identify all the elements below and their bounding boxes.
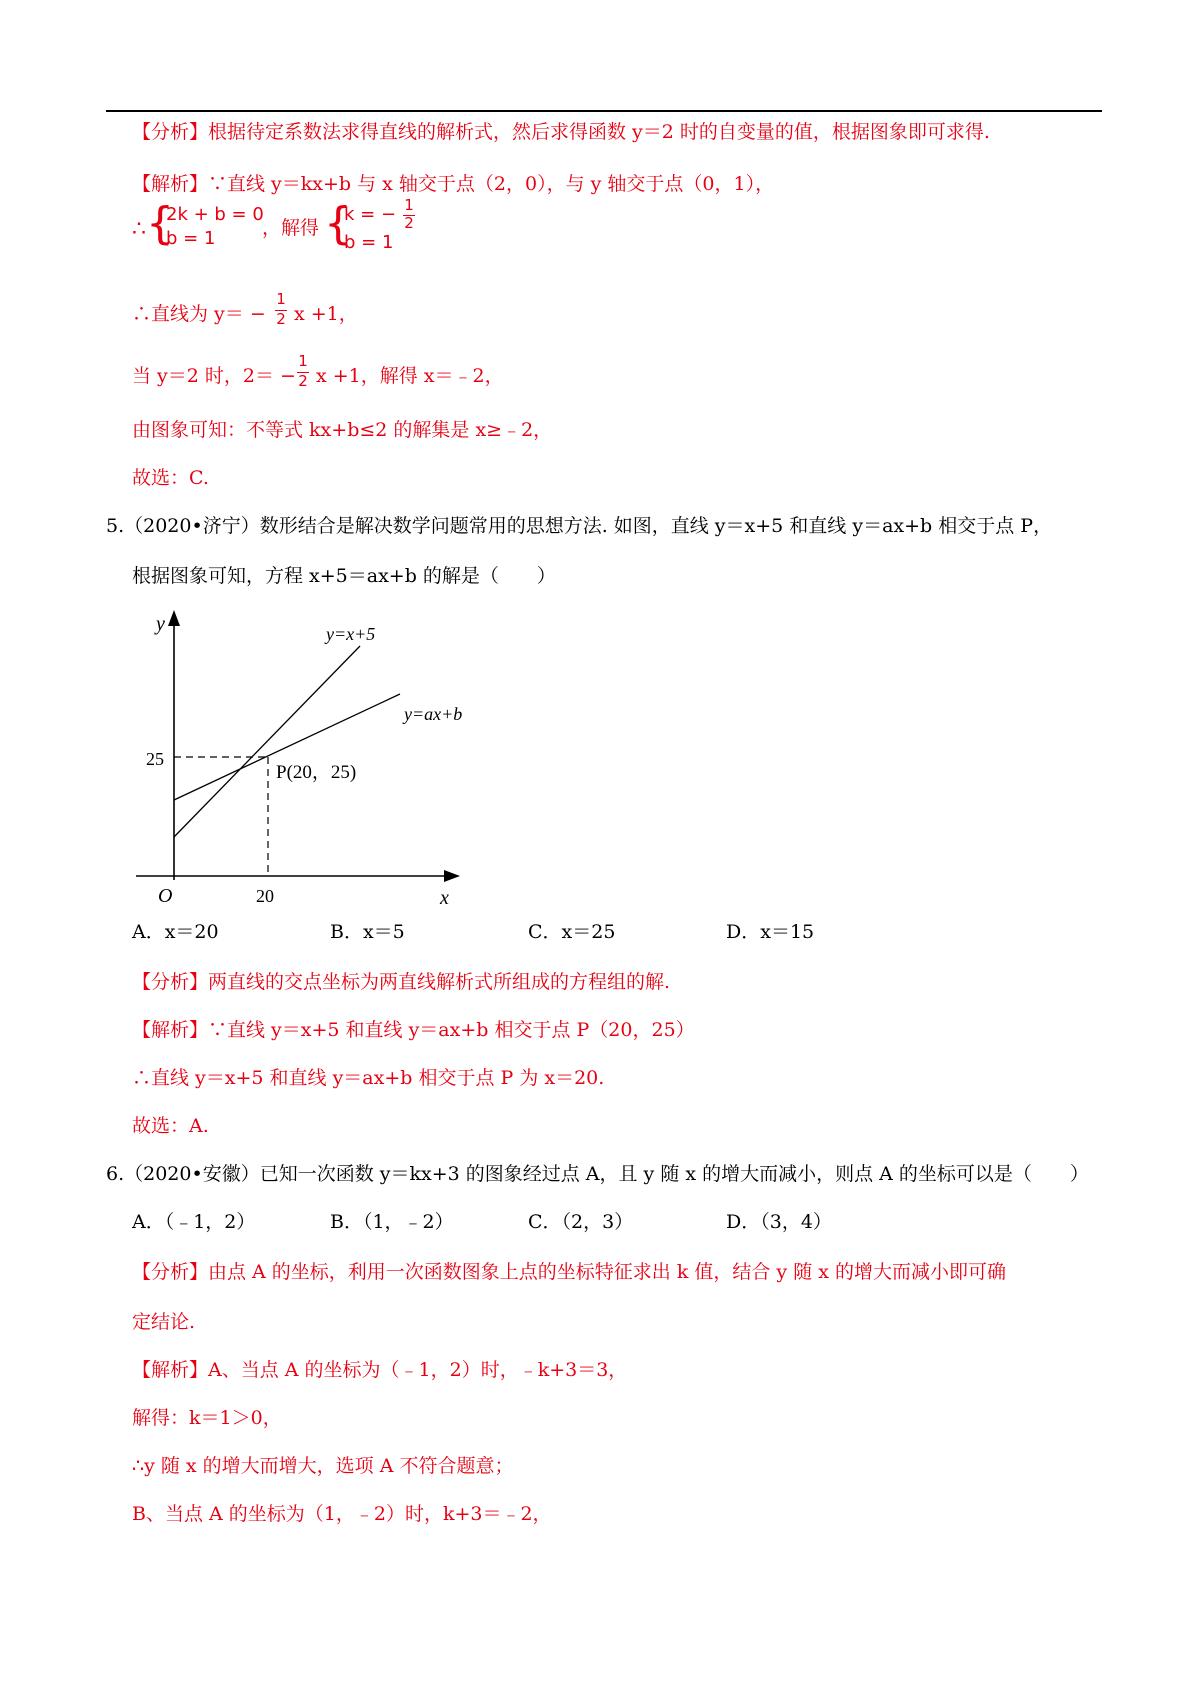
- q6-option-d: D．（3，4）: [726, 1211, 832, 1233]
- y-tick-25: 25: [146, 749, 164, 769]
- q4-solution-row2: b = 1: [344, 232, 394, 253]
- q6-stem: 6.（2020•安徽）已知一次函数 y＝kx+3 的图象经过点 A，且 y 随 x 的增大而减小，则点 A 的坐标可以是（ ）: [106, 1163, 1089, 1185]
- q4-when-frac-den: 2: [298, 372, 308, 390]
- q4-line-frac-num: 1: [276, 290, 286, 308]
- x-axis-label: x: [440, 887, 449, 909]
- q4-analysis: 【分析】根据待定系数法求得直线的解析式，然后求得函数 y＝2 时的自变量的值，根据图象即可求得.: [132, 121, 990, 143]
- q4-solution-row1: k = −: [344, 204, 397, 225]
- q5-option-b: B．x＝5: [330, 921, 405, 943]
- q4-solution-brace: {: [324, 198, 352, 249]
- q4-solution-head: 【解析】∵直线 y＝kx+b 与 x 轴交于点（2，0），与 y 轴交于点（0，1），: [132, 173, 775, 195]
- q5-figure: [130, 610, 470, 910]
- q5-option-c: C．x＝25: [528, 921, 616, 943]
- q4-frac-num: 1: [404, 196, 414, 214]
- q5-stem-line2: 根据图象可知，方程 x+5＝ax+b 的解是（ ）: [132, 565, 556, 587]
- q5-option-d: D．x＝15: [726, 921, 815, 943]
- q4-line-frac-den: 2: [276, 310, 286, 328]
- q5-solution-1: 【解析】∵直线 y＝x+5 和直线 y＝ax+b 相交于点 P（20，25）: [132, 1019, 695, 1041]
- y-axis-label: y: [156, 613, 165, 635]
- y-axis-arrow: [168, 610, 180, 626]
- origin-label: O: [158, 885, 173, 907]
- x-axis-arrow: [444, 870, 460, 882]
- q6-solution-4: B、当点 A 的坐标为（1，﹣2）时，k+3＝﹣2，: [132, 1503, 552, 1525]
- q6-solution-2: 解得：k＝1＞0，: [132, 1407, 282, 1429]
- q6-analysis-2: 定结论.: [132, 1311, 196, 1333]
- header-rule: [106, 110, 1102, 112]
- q4-system-brace: {: [146, 198, 174, 249]
- q5-option-a: A．x＝20: [132, 921, 219, 943]
- q6-option-b: B．（1，﹣2）: [330, 1211, 454, 1233]
- q4-therefore: ∴: [132, 217, 146, 242]
- q5-analysis: 【分析】两直线的交点坐标为两直线解析式所组成的方程组的解.: [132, 971, 671, 993]
- q4-when-a: 当 y＝2 时，2＝ −: [132, 365, 296, 387]
- q6-analysis-1: 【分析】由点 A 的坐标，利用一次函数图象上点的坐标特征求出 k 值，结合 y 随 x 的增大而减小即可确: [132, 1261, 1007, 1283]
- q4-line-eq-b: x +1，: [294, 303, 358, 325]
- line-y-x-plus-5: [174, 646, 360, 837]
- q5-stem-line1: 5.（2020•济宁）数形结合是解决数学问题常用的思想方法. 如图，直线 y＝x+5 和直线 y＝ax+b 相交于点 P，: [106, 515, 1053, 537]
- q4-frac-den: 2: [404, 214, 414, 232]
- q6-option-a: A．（﹣1，2）: [132, 1211, 256, 1233]
- q4-system-row2: b = 1: [166, 228, 216, 249]
- q5-solution-2: ∴直线 y＝x+5 和直线 y＝ax+b 相交于点 P 为 x＝20.: [132, 1067, 605, 1089]
- q4-line-eq-a: ∴直线为 y＝ −: [132, 303, 266, 325]
- point-p-label: P(20，25): [276, 762, 357, 783]
- q4-choose: 故选：C.: [132, 467, 209, 489]
- line-y-ax-plus-b: [174, 694, 400, 800]
- q6-solution-1: 【解析】A、当点 A 的坐标为（﹣1，2）时，﹣k+3＝3，: [132, 1359, 628, 1381]
- q4-from-graph: 由图象可知：不等式 kx+b≤2 的解集是 x≥﹣2，: [132, 419, 553, 441]
- q6-option-c: C．（2，3）: [528, 1211, 634, 1233]
- q4-solve-label: ，解得: [262, 217, 320, 239]
- line2-label: y=ax+b: [404, 704, 463, 724]
- q5-choose: 故选：A.: [132, 1115, 209, 1137]
- q4-when-frac-num: 1: [298, 352, 308, 370]
- line1-label: y=x+5: [326, 624, 376, 644]
- q4-when-b: x +1，解得 x＝﹣2，: [316, 365, 504, 387]
- x-tick-20: 20: [256, 886, 274, 906]
- q6-solution-3: ∴y 随 x 的增大而增大，选项 A 不符合题意；: [132, 1455, 514, 1477]
- q4-system-row1: 2k + b = 0: [166, 204, 264, 225]
